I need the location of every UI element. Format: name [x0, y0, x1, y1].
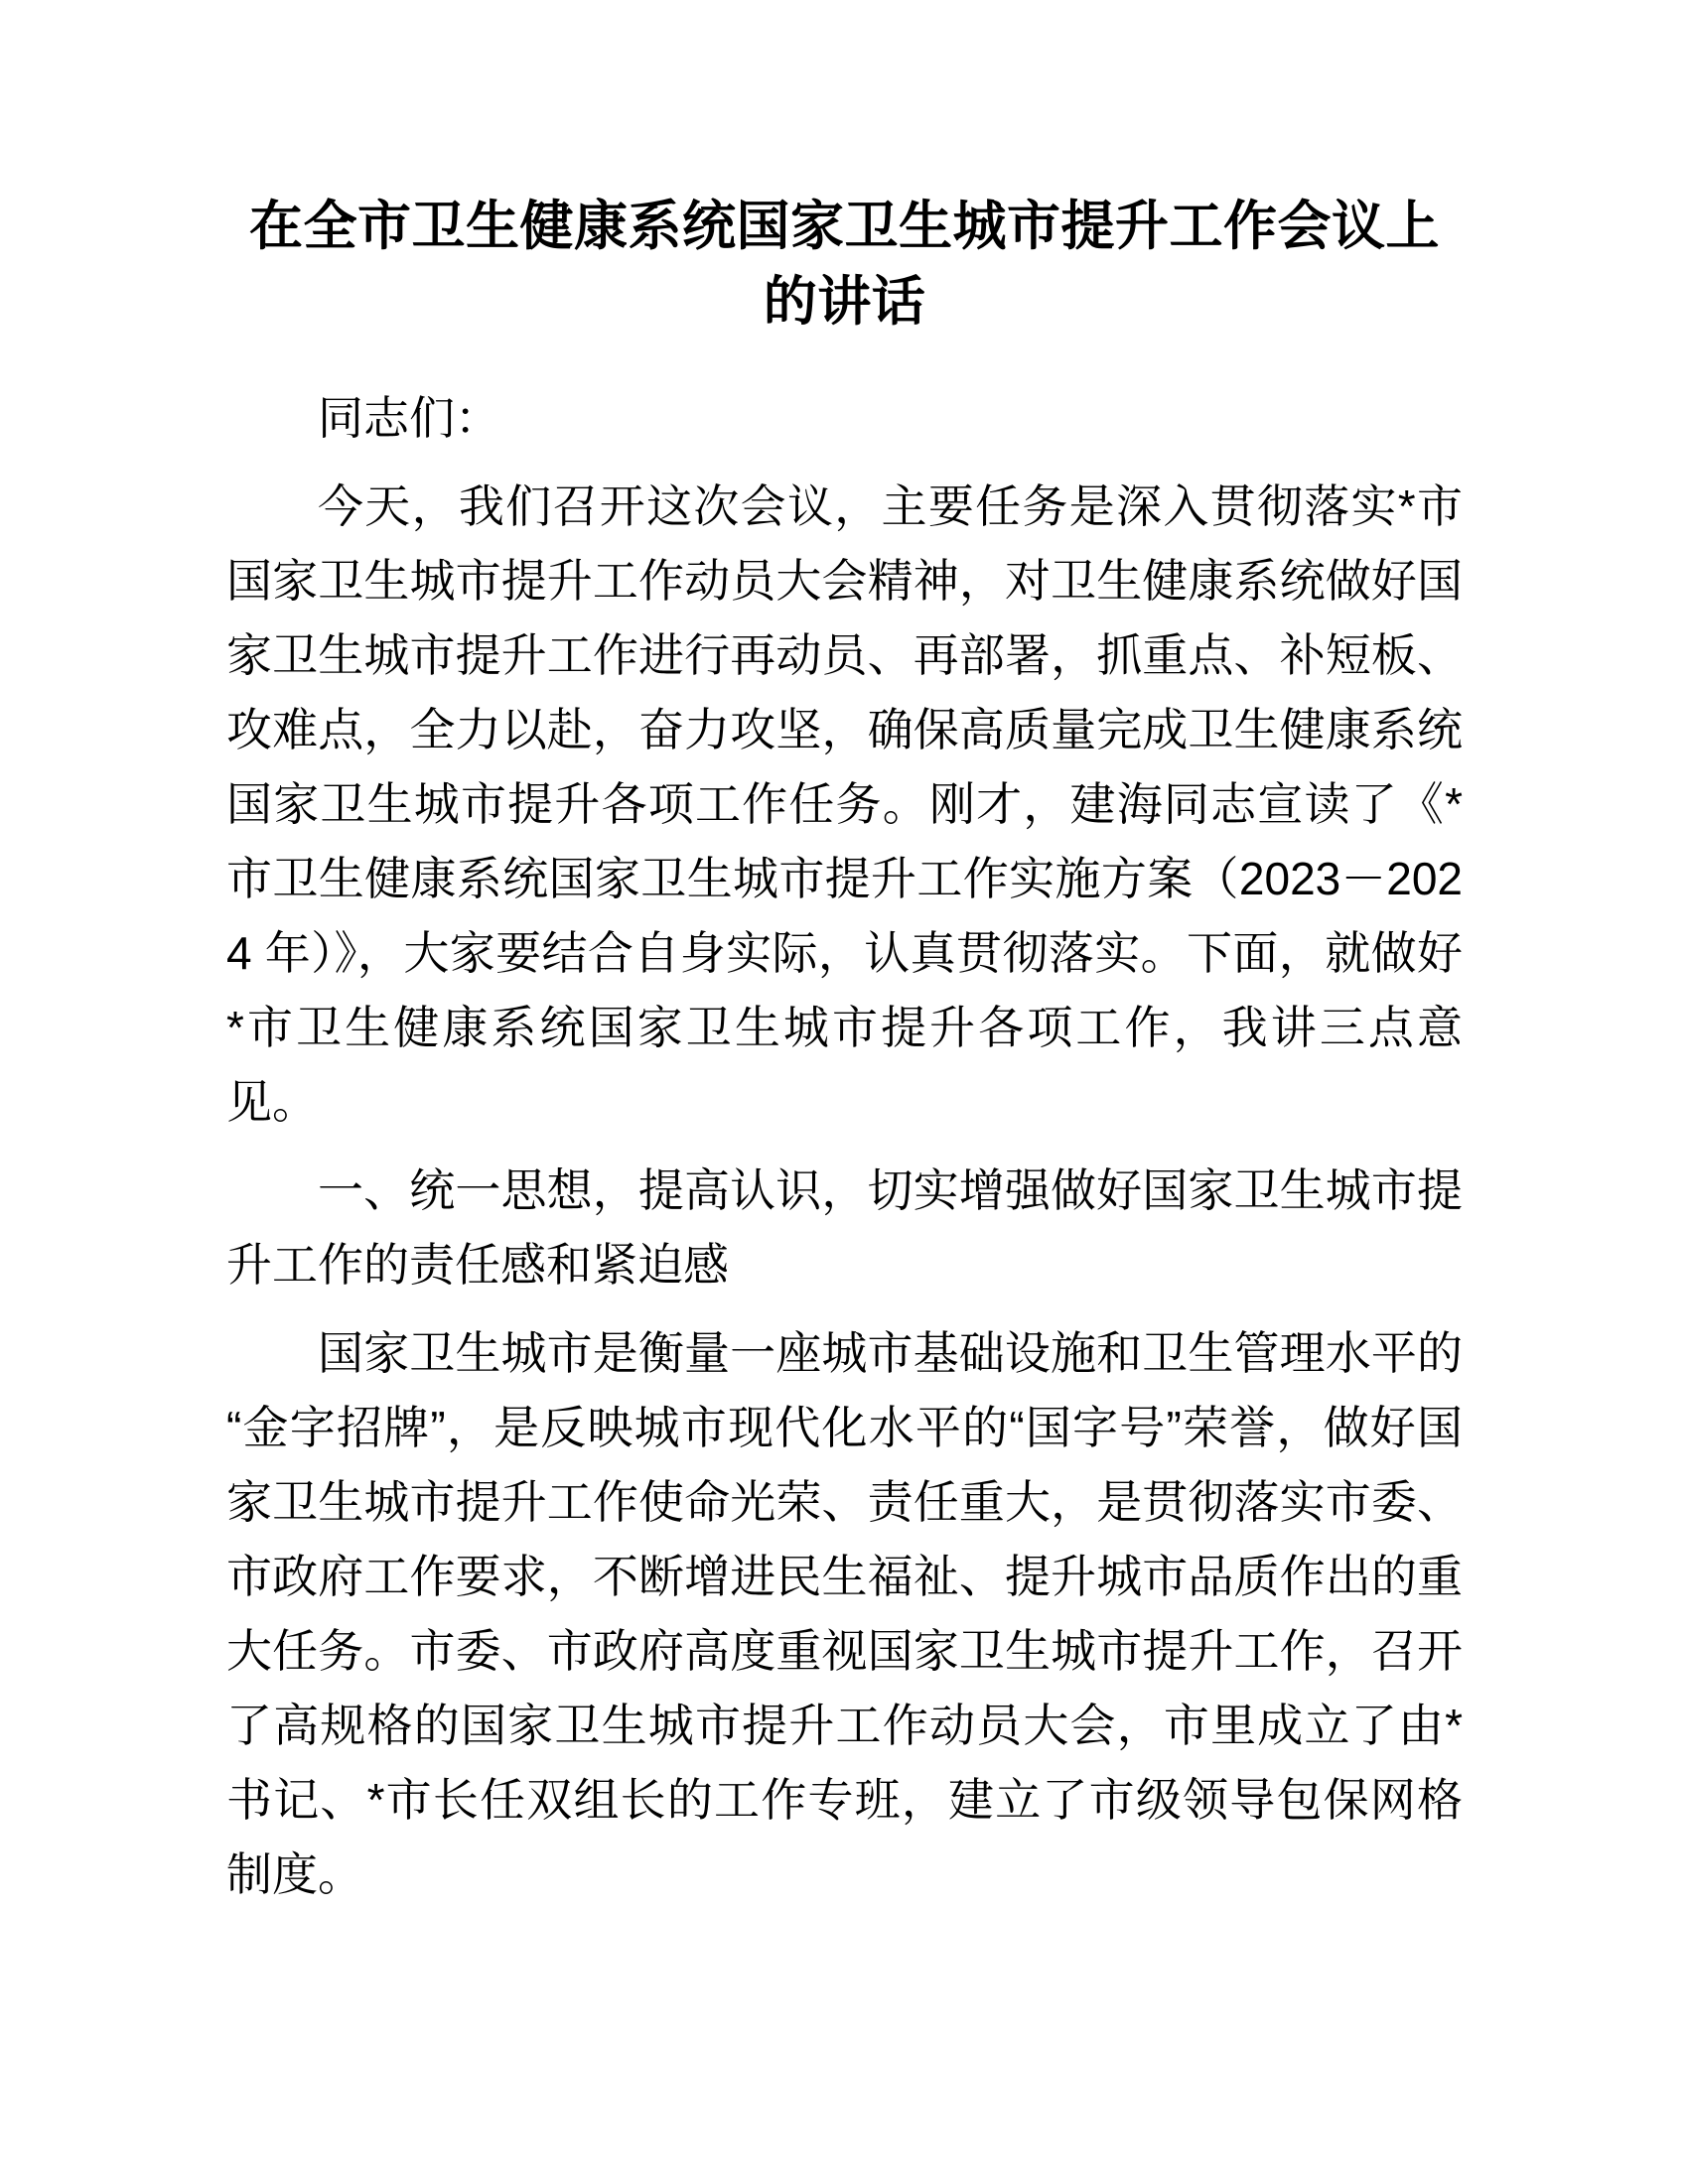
section-heading-one: 一、统一思想，提高认识，切实增强做好国家卫生城市提升工作的责任感和紧迫感 [226, 1164, 1463, 1291]
paragraph-intro: 今天，我们召开这次会议，主要任务是深入贯彻落实*市国家卫生城市提升工作动员大会精神，对卫生健康系统做好国家卫生城市提升工作进行再动员、再部署，抓重点、补短板、攻难点，全力以赴，奋力攻坚，确保高质量完成卫生健康系统国家卫生城市提升各项工作任务。刚才，建海同志宣读了《*市卫生健康系统国家卫生城市提升工作实施方案（2023－2024 年）》，大家要结合自身实际，认真贯彻落实。下面，就做好*市卫生健康系统国家卫生城市提升各项工作，我讲三点意见。 [226, 480, 1463, 1128]
page-content-area [226, 0, 1463, 1912]
paragraph-section-one-body: 国家卫生城市是衡量一座城市基础设施和卫生管理水平的“金字招牌”，是反映城市现代化水平的“国字号”荣誉，做好国家卫生城市提升工作使命光荣、责任重大，是贯彻落实市委、市政府工作要求，不断增进民生福祉、提升城市品质作出的重大任务。市委、市政府高度重视国家卫生城市提升工作，召开了高规格的国家卫生城市提升工作动员大会，市里成立了由*书记、*市长任双组长的工作专班，建立了市级领导包保网格制度。 [226, 1327, 1463, 1900]
document-body [226, 381, 1463, 1912]
salutation: 同志们： [318, 392, 500, 444]
page-title: 在全市卫生健康系统国家卫生城市提升工作会议上的讲话 [249, 197, 1440, 332]
